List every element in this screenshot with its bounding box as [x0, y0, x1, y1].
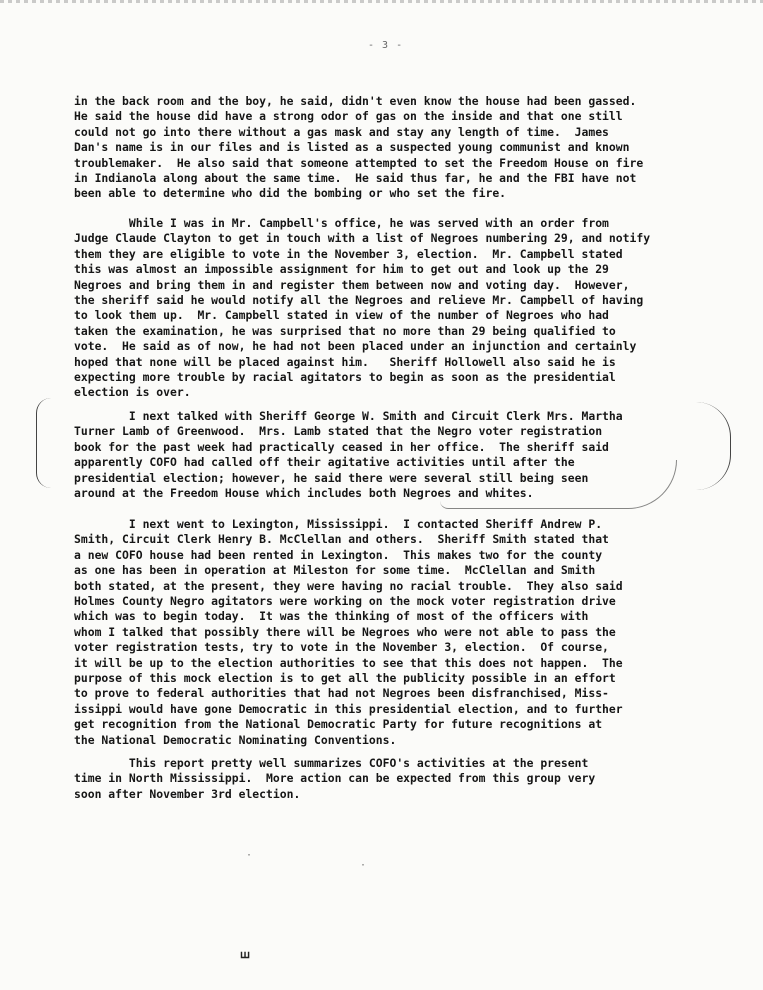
text-line: the National Democratic Nominating Conventions. — [74, 732, 397, 747]
paragraph-2 — [74, 216, 678, 401]
text-line: them they are eligible to vote in the November 3, election. Mr. Campbell stated — [74, 246, 623, 261]
text-line: Smith, Circuit Clerk Henry B. McClellan and others. Sheriff Smith stated that — [74, 532, 609, 547]
text-line: purpose of this mock election is to get all the publicity possible in an effort — [74, 671, 616, 686]
text-line: this was almost an impossible assignment for him to get out and look up the 29 — [74, 262, 609, 277]
text-line: voter registration tests, try to vote in the November 3, election. Of course, — [74, 640, 609, 655]
text-line: apparently COFO had called off their agitative activities until after the — [74, 455, 575, 470]
text-line: Judge Claude Clayton to get in touch with a list of Negroes numbering 29, and notify — [74, 231, 651, 246]
scan-speck: · — [246, 850, 253, 861]
text-line: issippi would have gone Democratic in this presidential election, and to further — [74, 701, 623, 716]
text-line: both stated, at the present, they were having no racial trouble. They also said — [74, 578, 623, 593]
paragraph-5 — [74, 756, 678, 802]
scan-edge — [0, 0, 763, 3]
text-line: time in North Mississippi. More action can be expected from this group very — [74, 771, 596, 786]
text-line: I next talked with Sheriff George W. Smith and Circuit Clerk Mrs. Martha — [74, 409, 623, 423]
text-line: the sheriff said he would notify all the Negroes and relieve Mr. Campbell of having — [74, 293, 644, 308]
page-number-mark: - 3 - — [368, 40, 404, 51]
text-line: While I was in Mr. Campbell's office, he was served with an order from — [74, 216, 609, 230]
text-line: it will be up to the election authorities to see that this does not happen. The — [74, 655, 623, 670]
text-line: in the back room and the boy, he said, didn't even know the house had been gassed. — [74, 94, 637, 108]
text-line: around at the Freedom House which includes both Negroes and whites. — [74, 486, 534, 501]
text-line: in Indianola along about the same time. He said thus far, he and the FBI have not — [74, 171, 637, 186]
text-line: presidential election; however, he said there were several still being seen — [74, 470, 589, 485]
text-line: election is over. — [74, 385, 191, 400]
text-line: to prove to federal authorities that had not Negroes been disfranchised, Miss- — [74, 686, 609, 701]
paragraph-1 — [74, 94, 678, 202]
text-line: get recognition from the National Democratic Party for future recognitions at — [74, 717, 603, 732]
text-line: been able to determine who did the bombing or who set the fire. — [74, 186, 507, 201]
text-line: He said the house did have a strong odor of gas on the inside and that one still — [74, 109, 623, 124]
text-line: hoped that none will be placed against him. Sheriff Hollowell also said he is — [74, 354, 616, 369]
text-line: book for the past week had practically ceased in her office. The sheriff said — [74, 439, 609, 454]
text-line: a new COFO house had been rented in Lexington. This makes two for the county — [74, 547, 603, 562]
text-line: to look them up. Mr. Campbell stated in view of the number of Negroes who had — [74, 308, 609, 323]
paragraph-4 — [74, 517, 678, 748]
text-line: which was to begin today. It was the thinking of most of the officers with — [74, 609, 589, 624]
handwritten-underline-oval — [440, 460, 677, 509]
handwritten-bracket-left — [36, 398, 51, 488]
text-line: I next went to Lexington, Mississippi. I contacted Sheriff Andrew P. — [74, 517, 603, 531]
handwritten-bracket-right — [696, 402, 731, 490]
text-line: expecting more trouble by racial agitators to begin as soon as the presidential — [74, 370, 616, 385]
text-line: taken the examination, he was surprised that no more than 29 being qualified to — [74, 323, 616, 338]
text-line: as one has been in operation at Mileston for some time. McClellan and Smith — [74, 563, 596, 578]
text-line: Turner Lamb of Greenwood. Mrs. Lamb stated that the Negro voter registration — [74, 424, 603, 439]
text-line: Negroes and bring them in and register them between now and voting day. However, — [74, 277, 630, 292]
text-line: whom I talked that possibly there will be Negroes who were not able to pass the — [74, 624, 616, 639]
text-line: vote. He said as of now, he had not been placed under an injunction and certainly — [74, 339, 637, 354]
text-line: Dan's name is in our files and is listed as a suspected young communist and known — [74, 140, 630, 155]
scan-speck: · — [360, 860, 367, 871]
footer-stamp-mark: ꟺ — [240, 948, 251, 961]
text-line: troublemaker. He also said that someone attempted to set the Freedom House on fire — [74, 155, 644, 170]
text-line: could not go into there without a gas mask and stay any length of time. James — [74, 124, 609, 139]
text-line: Holmes County Negro agitators were working on the mock voter registration drive — [74, 594, 616, 609]
text-line: soon after November 3rd election. — [74, 786, 301, 801]
text-line: This report pretty well summarizes COFO's activities at the present — [74, 756, 589, 770]
